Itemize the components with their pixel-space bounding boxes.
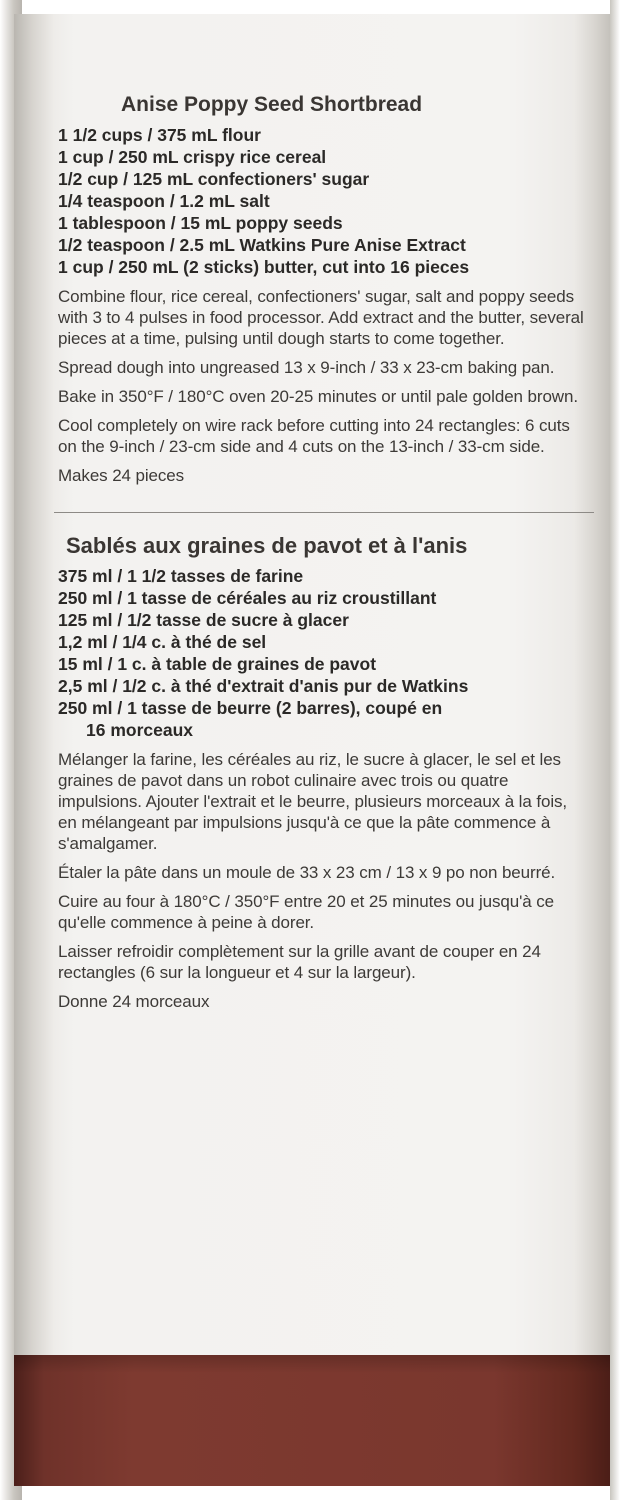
yield-note: Makes 24 pieces bbox=[58, 466, 185, 485]
french-recipe-title: Sablés aux graines de pavot et à l'anis bbox=[66, 533, 468, 558]
yield-note: Donne 24 morceaux bbox=[58, 992, 210, 1011]
ingredient-item: 1 1/2 cups / 375 mL flour bbox=[58, 125, 261, 145]
instruction-step: Cuire au four à 180°C / 350°F entre 20 et 25 minutes ou jusqu'à ce qu'elle commence à peine à dorer. bbox=[58, 892, 554, 932]
ingredient-item: 1 tablespoon / 15 mL poppy seeds bbox=[58, 213, 343, 233]
ingredient-item: 125 ml / 1/2 tasse de sucre à glacer bbox=[58, 610, 349, 630]
english-ingredient-list bbox=[58, 124, 588, 278]
ingredient-line: 250 ml / 1 tasse de beurre (2 barres), coupé en bbox=[58, 698, 443, 718]
ingredient-item: 1 cup / 250 mL crispy rice cereal bbox=[58, 147, 327, 167]
french-ingredient-list bbox=[58, 565, 588, 741]
ingredient-item: 2,5 ml / 1/2 c. à thé d'extrait d'anis pur de Watkins bbox=[58, 676, 469, 696]
instruction-step: Cool completely on wire rack before cutting into 24 rectangles: 6 cuts on the 9-inch / 23-cm side and 4 cuts on the 13-inch / 33-cm side. bbox=[58, 416, 570, 456]
instruction-step: Mélanger la farine, les céréales au riz, le sucre à glacer, le sel et les graines de pavot dans un robot culinaire avec trois ou quatre impulsions. Ajouter l'extrait et le beurre, plusieurs morceaux à la fois, en mélangeant par impulsions jusqu'à ce que la pâte commence à s'amalgamer. bbox=[58, 750, 568, 853]
instruction-step: Laisser refroidir complètement sur la grille avant de couper en 24 rectangles (6 sur la longueur et 4 sur la largeur). bbox=[58, 942, 541, 982]
english-recipe-title: Anise Poppy Seed Shortbread bbox=[121, 93, 423, 116]
brown-color-band bbox=[14, 1355, 612, 1486]
ingredient-item: 1,2 ml / 1/4 c. à thé de sel bbox=[58, 632, 267, 652]
french-recipe bbox=[58, 533, 588, 1012]
instruction-step: Bake in 350°F / 180°C oven 20-25 minutes or until pale golden brown. bbox=[58, 387, 578, 406]
instruction-step: Combine flour, rice cereal, confectioners' sugar, salt and poppy seeds with 3 to 4 pulses in food processor. Add extract and the butter, several pieces at a time, pulsing until dough starts to come together. bbox=[58, 287, 584, 348]
ingredient-item bbox=[58, 697, 588, 741]
ingredient-item: 1/2 teaspoon / 2.5 mL Watkins Pure Anise Extract bbox=[58, 235, 466, 255]
ingredient-item: 250 ml / 1 tasse de céréales au riz croustillant bbox=[58, 588, 437, 608]
instruction-step: Étaler la pâte dans un moule de 33 x 23 cm / 13 x 9 po non beurré. bbox=[58, 863, 556, 882]
ingredient-continuation: 16 morceaux bbox=[86, 720, 194, 740]
ingredient-item: 15 ml / 1 c. à table de graines de pavot bbox=[58, 654, 377, 674]
section-divider bbox=[54, 512, 594, 513]
ingredient-item: 375 ml / 1 1/2 tasses de farine bbox=[58, 566, 304, 586]
instruction-step: Spread dough into ungreased 13 x 9-inch / 33 x 23-cm baking pan. bbox=[58, 358, 555, 377]
ingredient-item: 1 cup / 250 mL (2 sticks) butter, cut into 16 pieces bbox=[58, 257, 470, 277]
ingredient-item: 1/4 teaspoon / 1.2 mL salt bbox=[58, 191, 270, 211]
recipe-content bbox=[58, 92, 588, 1012]
ingredient-item: 1/2 cup / 125 mL confectioners' sugar bbox=[58, 169, 370, 189]
english-recipe bbox=[58, 92, 588, 486]
box-right-edge bbox=[610, 0, 620, 1500]
